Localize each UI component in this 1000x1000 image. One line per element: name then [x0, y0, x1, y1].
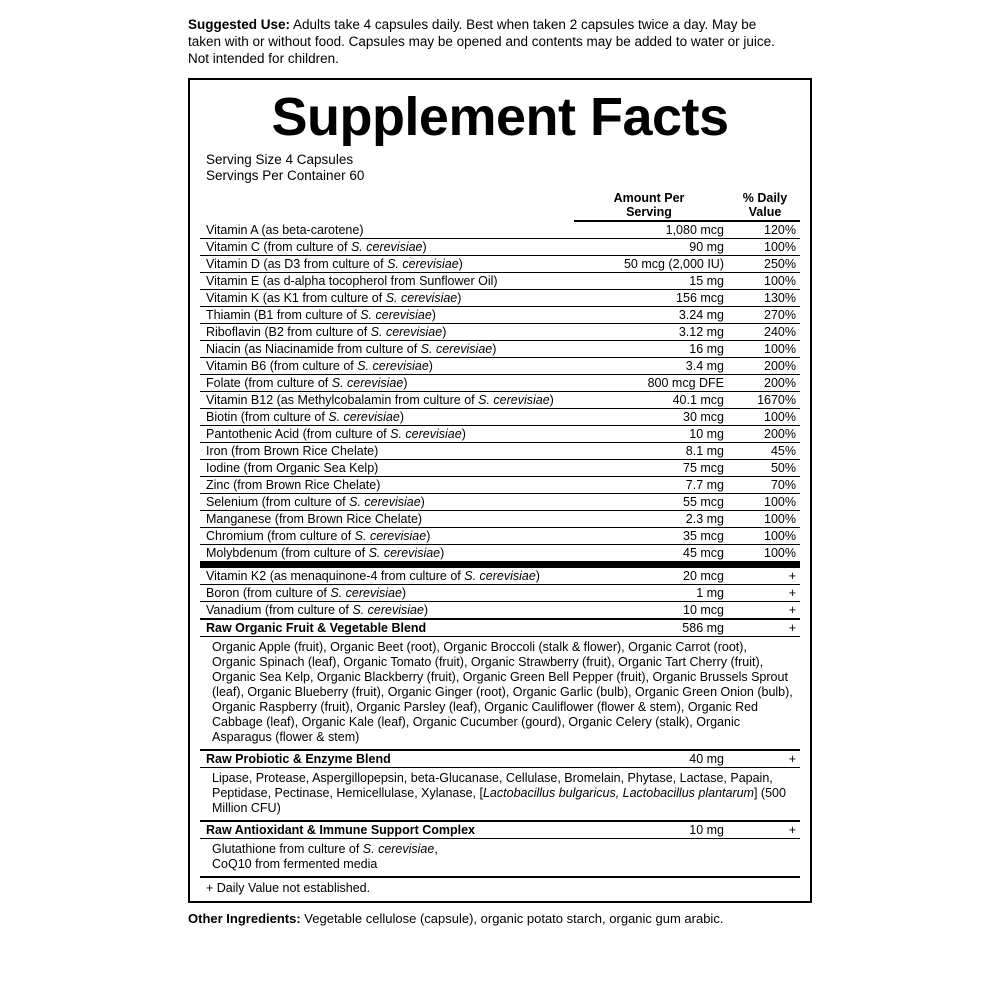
nutrient-name: Manganese (from Brown Rice Chelate): [200, 511, 574, 528]
table-row: [200, 392, 800, 409]
nutrient-amount: 15 mg: [574, 273, 734, 290]
nutrient-name: Vitamin A (as beta-carotene): [200, 221, 574, 239]
nutrient-daily-value: 100%: [734, 409, 800, 426]
nutrient-daily-value: 240%: [734, 324, 800, 341]
nutrient-daily-value: +: [734, 821, 800, 839]
nutrient-name: Boron (from culture of S. cerevisiae): [200, 585, 574, 602]
header-dv-line1: % Daily: [742, 191, 788, 205]
blend-description-row: [200, 768, 800, 822]
nutrient-daily-value: +: [734, 602, 800, 620]
table-row: [200, 426, 800, 443]
table-row: [200, 307, 800, 324]
nutrient-amount: 16 mg: [574, 341, 734, 358]
nutrient-name: Vitamin B12 (as Methylcobalamin from culture of S. cerevisiae): [200, 392, 574, 409]
blend-ingredients: Lipase, Protease, Aspergillopepsin, beta-Glucanase, Cellulase, Bromelain, Phytase, Lactase, Papain, Peptidase, Pectinase, Hemicellulase, Xylanase, [Lactobacillus bulgaricus, Lactobacillus plantarum] (500 Million CFU): [200, 768, 800, 822]
nutrient-daily-value: +: [734, 585, 800, 602]
table-row: [200, 443, 800, 460]
nutrient-amount: 1 mg: [574, 585, 734, 602]
nutrient-daily-value: +: [734, 619, 800, 637]
suggested-use-body: Adults take 4 capsules daily. Best when taken 2 capsules twice a day. May be taken with or without food. Capsules may be opened and contents may be added to water or juice. Not intended for children.: [188, 17, 775, 66]
nutrient-name: Thiamin (B1 from culture of S. cerevisiae): [200, 307, 574, 324]
table-row: [200, 256, 800, 273]
header-daily-value: [734, 190, 800, 221]
blend-description-row: [200, 839, 800, 878]
nutrient-daily-value: 200%: [734, 375, 800, 392]
servings-per-container: Servings Per Container 60: [206, 168, 365, 183]
blend-description-row: [200, 637, 800, 751]
nutrient-daily-value: 50%: [734, 460, 800, 477]
other-ingredients: [188, 911, 848, 927]
nutrient-name: Vitamin C (from culture of S. cerevisiae): [200, 239, 574, 256]
nutrient-amount: 40 mg: [574, 750, 734, 768]
nutrient-daily-value: 100%: [734, 341, 800, 358]
nutrient-name: Niacin (as Niacinamide from culture of S. cerevisiae): [200, 341, 574, 358]
nutrient-amount: 3.12 mg: [574, 324, 734, 341]
nutrient-daily-value: 200%: [734, 426, 800, 443]
blend-ingredients: Glutathione from culture of S. cerevisiae, CoQ10 from fermented media: [200, 839, 800, 878]
nutrient-name: Vitamin K2 (as menaquinone-4 from culture of S. cerevisiae): [200, 565, 574, 585]
nutrient-daily-value: +: [734, 565, 800, 585]
table-row: [200, 358, 800, 375]
header-amount-per-serving: [574, 190, 734, 221]
blend-ingredients: Organic Apple (fruit), Organic Beet (root), Organic Broccoli (stalk & flower), Organic Carrot (root), Organic Spinach (leaf), Organic Tomato (fruit), Organic Strawberry (fruit), Organic Tart Cherry (fruit), Organic Sea Kelp, Organic Blackberry (fruit), Organic Green Bell Pepper (fruit), Organic Brussels Sprout (leaf), Organic Blueberry (fruit), Organic Ginger (root), Organic Garlic (bulb), Organic Green Onion (bulb), Organic Raspberry (fruit), Organic Parsley (leaf), Organic Cauliflower (flower & stem), Organic Red Cabbage (leaf), Organic Kale (leaf), Organic Cucumber (gourd), Organic Celery (stalk), Organic Asparagus (flower & stem): [200, 637, 800, 751]
nutrient-name: Raw Organic Fruit & Vegetable Blend: [200, 619, 574, 637]
nutrient-amount: 156 mcg: [574, 290, 734, 307]
nutrient-name: Iron (from Brown Rice Chelate): [200, 443, 574, 460]
table-row: [200, 528, 800, 545]
nutrition-table: [200, 190, 800, 878]
nutrient-daily-value: 45%: [734, 443, 800, 460]
nutrient-amount: 10 mcg: [574, 602, 734, 620]
nutrient-name: Riboflavin (B2 from culture of S. cerevisiae): [200, 324, 574, 341]
table-row: [200, 460, 800, 477]
table-row: [200, 221, 800, 239]
suggested-use-text: [188, 16, 788, 67]
nutrient-amount: 2.3 mg: [574, 511, 734, 528]
nutrient-daily-value: 250%: [734, 256, 800, 273]
nutrient-name: Vitamin E (as d-alpha tocopherol from Sunflower Oil): [200, 273, 574, 290]
nutrient-name: Vitamin K (as K1 from culture of S. cerevisiae): [200, 290, 574, 307]
nutrient-name: Molybdenum (from culture of S. cerevisiae): [200, 545, 574, 565]
nutrient-amount: 1,080 mcg: [574, 221, 734, 239]
header-spacer: [200, 190, 574, 221]
nutrient-name: Zinc (from Brown Rice Chelate): [200, 477, 574, 494]
table-row: [200, 375, 800, 392]
nutrient-amount: 7.7 mg: [574, 477, 734, 494]
nutrient-name: Vitamin B6 (from culture of S. cerevisiae): [200, 358, 574, 375]
nutrient-daily-value: 100%: [734, 528, 800, 545]
nutrient-amount: 75 mcg: [574, 460, 734, 477]
nutrient-amount: 45 mcg: [574, 545, 734, 565]
table-row: [200, 494, 800, 511]
table-row: [200, 324, 800, 341]
nutrient-amount: 55 mcg: [574, 494, 734, 511]
table-row: [200, 341, 800, 358]
table-row: [200, 750, 800, 768]
nutrient-daily-value: 100%: [734, 273, 800, 290]
nutrient-daily-value: 270%: [734, 307, 800, 324]
other-ingredients-body: Vegetable cellulose (capsule), organic potato starch, organic gum arabic.: [300, 911, 724, 926]
supplement-facts-panel: [188, 78, 812, 903]
nutrient-name: Vanadium (from culture of S. cerevisiae): [200, 602, 574, 620]
nutrient-amount: 40.1 mcg: [574, 392, 734, 409]
nutrient-name: Biotin (from culture of S. cerevisiae): [200, 409, 574, 426]
table-row: [200, 585, 800, 602]
header-amount-line1: Amount Per: [613, 191, 685, 205]
nutrient-amount: 10 mg: [574, 821, 734, 839]
header-dv-line2: Value: [748, 205, 782, 219]
table-row: [200, 239, 800, 256]
nutrient-amount: 50 mcg (2,000 IU): [574, 256, 734, 273]
nutrient-amount: 3.4 mg: [574, 358, 734, 375]
nutrient-name: Chromium (from culture of S. cerevisiae): [200, 528, 574, 545]
table-header-row: [200, 190, 800, 221]
nutrient-daily-value: 100%: [734, 239, 800, 256]
nutrient-daily-value: 130%: [734, 290, 800, 307]
page-title: Supplement Facts: [271, 87, 729, 147]
nutrient-amount: 3.24 mg: [574, 307, 734, 324]
nutrient-name: Vitamin D (as D3 from culture of S. cerevisiae): [200, 256, 574, 273]
nutrient-name: Folate (from culture of S. cerevisiae): [200, 375, 574, 392]
table-row: [200, 602, 800, 620]
nutrient-amount: 90 mg: [574, 239, 734, 256]
nutrient-amount: 800 mcg DFE: [574, 375, 734, 392]
table-row: [200, 821, 800, 839]
table-row: [200, 511, 800, 528]
table-row: [200, 273, 800, 290]
nutrient-amount: 8.1 mg: [574, 443, 734, 460]
suggested-use-label: Suggested Use:: [188, 17, 291, 32]
other-ingredients-label: Other Ingredients:: [188, 911, 301, 926]
table-row: [200, 545, 800, 565]
nutrient-daily-value: 100%: [734, 545, 800, 565]
nutrient-daily-value: 70%: [734, 477, 800, 494]
table-row: [200, 565, 800, 585]
nutrient-name: Iodine (from Organic Sea Kelp): [200, 460, 574, 477]
nutrient-daily-value: +: [734, 750, 800, 768]
table-row: [200, 290, 800, 307]
nutrient-name: Selenium (from culture of S. cerevisiae): [200, 494, 574, 511]
serving-size: Serving Size 4 Capsules: [206, 152, 354, 167]
nutrient-daily-value: 100%: [734, 511, 800, 528]
nutrient-daily-value: 120%: [734, 221, 800, 239]
nutrient-daily-value: 1670%: [734, 392, 800, 409]
nutrient-name: Raw Probiotic & Enzyme Blend: [200, 750, 574, 768]
nutrient-amount: 30 mcg: [574, 409, 734, 426]
nutrient-daily-value: 200%: [734, 358, 800, 375]
nutrient-amount: 586 mg: [574, 619, 734, 637]
header-amount-line2: Serving: [626, 205, 672, 219]
table-row: [200, 619, 800, 637]
nutrient-amount: 20 mcg: [574, 565, 734, 585]
nutrient-amount: 35 mcg: [574, 528, 734, 545]
daily-value-footnote: + Daily Value not established.: [206, 881, 371, 895]
table-row: [200, 409, 800, 426]
nutrient-daily-value: 100%: [734, 494, 800, 511]
nutrient-amount: 10 mg: [574, 426, 734, 443]
nutrient-name: Pantothenic Acid (from culture of S. cerevisiae): [200, 426, 574, 443]
nutrient-name: Raw Antioxidant & Immune Support Complex: [200, 821, 574, 839]
table-row: [200, 477, 800, 494]
